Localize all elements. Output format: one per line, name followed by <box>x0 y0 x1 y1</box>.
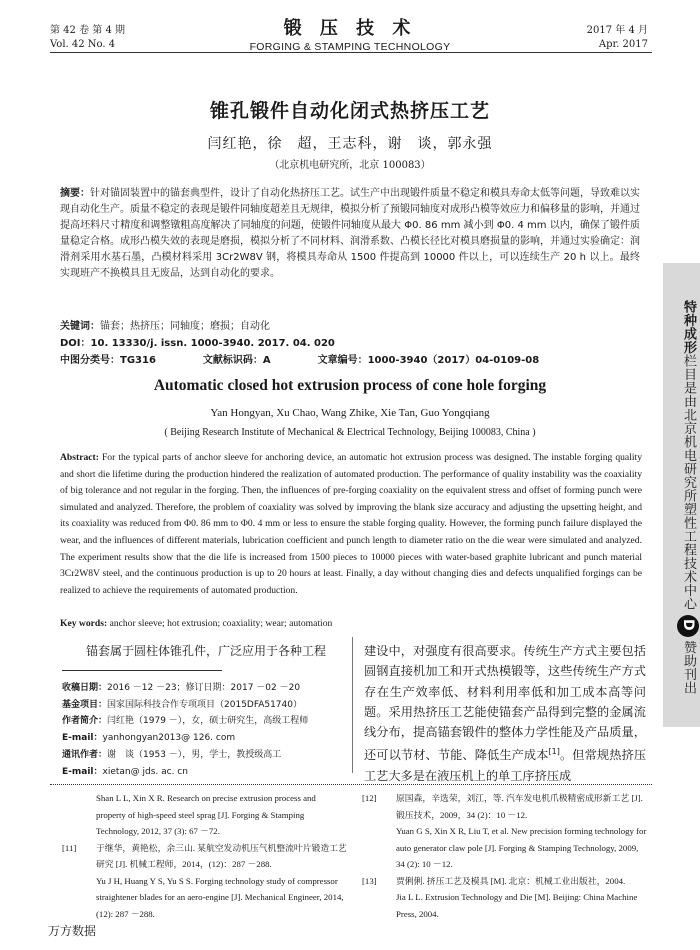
doc-code-value: A <box>262 355 271 366</box>
clc-value: TG316 <box>120 355 156 366</box>
journal-volume <box>50 24 125 52</box>
doc-code-label: 文献标识码： <box>202 355 263 366</box>
reference-item: Shan L L, Xin X R. Research on precise extrusion process and property of high-speed steel sprag [J]. Forging & Stamping Technology, 2012, 37 (3): 67 －72. <box>96 793 316 836</box>
doi-label: DOI： <box>60 338 91 349</box>
abstract-cn-label: 摘要： <box>60 188 90 199</box>
keywords-cn-label: 关键词： <box>60 321 100 332</box>
column-separator <box>352 637 353 773</box>
keywords-en <box>60 616 642 633</box>
institution-cn: （北京机电研究所，北京 100083） <box>269 160 431 171</box>
volume-cn: 第 42 卷 第 4 期 <box>50 25 125 36</box>
footnotes <box>62 680 347 780</box>
authors-cn: 闫红艳，徐 超，王志科，谢 谈，郭永强 <box>207 136 493 152</box>
sidebar-tail: 赞助刊出 <box>681 640 696 695</box>
reference-item: Jia L L. Extrusion Technology and Die [M]. Beijing: China Machine Press, 2004. <box>396 892 638 919</box>
sidebar-text <box>665 300 699 720</box>
footnote-item: 基金项目：国家国际科技合作专项项目（2015DFA51740） <box>62 699 302 710</box>
journal-name-en: FORGING & STAMPING TECHNOLOGY <box>249 41 451 53</box>
header-rule <box>50 52 652 53</box>
reference-item: [13] 贾俐俐. 挤压工艺及模具 [M]. 北京：机械工业出版社，2004. <box>362 875 626 886</box>
article-number-label: 文章编号： <box>317 355 368 366</box>
reference-item: [11] 于继华，黄艳松，余三山. 某航空发动机压气机整流叶片锻造工艺研究 [J]. 机械工程师，2014，(12)：287 －288. <box>62 842 347 869</box>
volume-en: Vol. 42 No. 4 <box>50 39 116 50</box>
references-right <box>362 790 647 922</box>
date-en: Apr. 2017 <box>598 39 648 50</box>
footnote-item: 通讯作者：谢 谈（1953 －），男，学士，教授级高工 <box>62 749 282 760</box>
journal-logo-cn: 锻 压 技 术 <box>283 18 417 39</box>
keywords-en-label: Key words: <box>60 618 108 629</box>
footnote-rule <box>62 670 222 671</box>
footnote-item: E-mail：xietan@ jds. ac. cn <box>62 766 188 777</box>
abstract-cn <box>60 186 640 282</box>
abstract-en-text: For the typical parts of anchor sleeve for anchoring device, an automatic hot extrusion process was designed. The instable forging quality and short die lifetime during the production hindered the realization of automated production. The performance of quality instability was the coaxiality of big tolerance and not regular in the forging. Then, the influences of pre-forging coaxiality on the equivalent stress and offset of forming punch were simulated and analyzed. Therefore, the problem of coaxiality was solved by improving the blank size accuracy and adjusting the upsetting height, and its coaxiality was reduced from Φ0. 86 mm to Φ0. 4 mm or less to ensure the stable forging quality. However, the forming punch failure displayed the wear, and the influences of different materials, lubrication coefficient and punch length to diameter ratio on the die wear were simulated and analyzed. The experiment results show that the die life is increased from 1500 pieces to 10000 pieces with water-based graphite lubricant and punch material 3Cr2W8V steel, and the continuous production is up to 20 hours at least. Finally, a day without changing dies and defects unqualified forgings can be realized to achieve the requirements of automated production. <box>60 452 642 596</box>
keywords-cn <box>60 318 640 335</box>
classification-line <box>60 352 640 369</box>
sponsor-logo-icon: D <box>677 615 699 637</box>
reference-item: [12] 原国森，辛选荣，刘江，等. 汽车发电机爪极精密成形新工艺 [J]. 锻压技术，2009，34 (2)：10 －12. <box>362 793 643 820</box>
article-number-value: 1000-3940（2017）04-0109-08 <box>367 355 540 366</box>
abstract-cn-text: 针对锚固装置中的锚套典型件，设计了自动化热挤压工艺。试生产中出现锻件质量不稳定和模具寿命太低等问题，导致难以实现自动化生产。质量不稳定的表现是锻件同轴度超差且无规律，模拟分析了预锻同轴度对成形凸模等效应力和偏移量的影响，并通过提高坯料尺寸精度和调整镦粗高度解决了同轴度的问题，使锻件同轴度从最大 Φ0. 86 mm 减小到 Φ0. 4 mm 以内，确保了锻件质量稳定合格。成形凸模失效的表现是磨损，模拟分析了不同材料、润滑系数、凸模长径比对模具磨损量的影响，并通过实验确定：润滑剂采用水基石墨，凸模材料采用 3Cr2W8V 钢，将模具寿命从 1500 件提高到 10000 件以上，可以连续生产 20 h 以上。最终实现班产不换模具且无废品，达到自动化的要求。 <box>60 188 640 279</box>
clc-label: 中图分类号： <box>60 355 120 366</box>
footnote-item: 作者简介：闫红艳（1979 －），女，硕士研究生，高级工程师 <box>62 716 309 727</box>
journal-name <box>200 18 500 54</box>
paper-title-en: Automatic closed hot extrusion process of cone hole forging <box>153 377 547 394</box>
authors-en: Yan Hongyan, Xu Chao, Wang Zhike, Xie Tan, Guo Yongqiang <box>210 407 490 419</box>
date-cn: 2017 年 4 月 <box>586 25 648 36</box>
reference-item: Yuan G S, Xin X R, Liu T, et al. New precision forming technology for auto generator claw pole [J]. Forging & Stamping Technology, 2009, 34 (2): 10 －12. <box>396 826 647 869</box>
paper-title-cn: 锥孔锻件自动化闭式热挤压工艺 <box>209 100 490 122</box>
footer-watermark: 万方数据 <box>48 924 97 938</box>
abstract-en <box>60 450 642 599</box>
footnote-item: E-mail：yanhongyan2013@ 126. com <box>62 733 236 744</box>
citation: [1] <box>548 747 560 757</box>
reference-item: Yu J H, Huang Y S, Yu S S. Forging technology study of compressor straightener blades for an aero-engine [J]. Mechanical Engineer, 2014, (12): 287 －288. <box>96 875 344 919</box>
footnote-item: 收稿日期：2016 －12 －23；修订日期：2017 －02 －20 <box>62 683 301 693</box>
doi <box>60 335 640 352</box>
institution-en: ( Beijing Research Institute of Mechanical & Electrical Technology, Beijing 100083, China ) <box>164 427 536 438</box>
journal-date <box>587 24 648 52</box>
keywords-cn-text: 锚套；热挤压；同轴度；磨损；自动化 <box>100 321 270 332</box>
references-left <box>62 790 347 922</box>
sidebar-main: 栏目是由北京机电研究所塑性工程技术中心 <box>681 354 696 611</box>
keywords-en-text: anchor sleeve; hot extrusion; coaxiality; wear; automation <box>107 618 333 629</box>
doi-text: 10. 13330/j. issn. 1000-3940. 2017. 04. 020 <box>90 338 335 349</box>
abstract-en-label: Abstract: <box>60 452 99 463</box>
page-divider <box>50 784 652 785</box>
intro-left: 锚套属于圆柱体锥孔件，广泛应用于各种工程 <box>86 644 327 658</box>
sidebar-bold: 特种成形 <box>681 300 696 354</box>
intro-right: 建设中，对强度有很高要求。传统生产方式主要包括圆钢直接机加工和开式热模锻等，这些传统生产方式存在生产效率低、材料利用率低和加工成本高等问题。采用热挤压工艺能使锚套产品得到完整的金属流线分布，提高锚套锻件的整体力学性能及产品质量，还可以节材、节能、降低生产成本[1]。但常规热挤压工艺大多是在液压机上的单工序挤压成 <box>364 644 647 783</box>
